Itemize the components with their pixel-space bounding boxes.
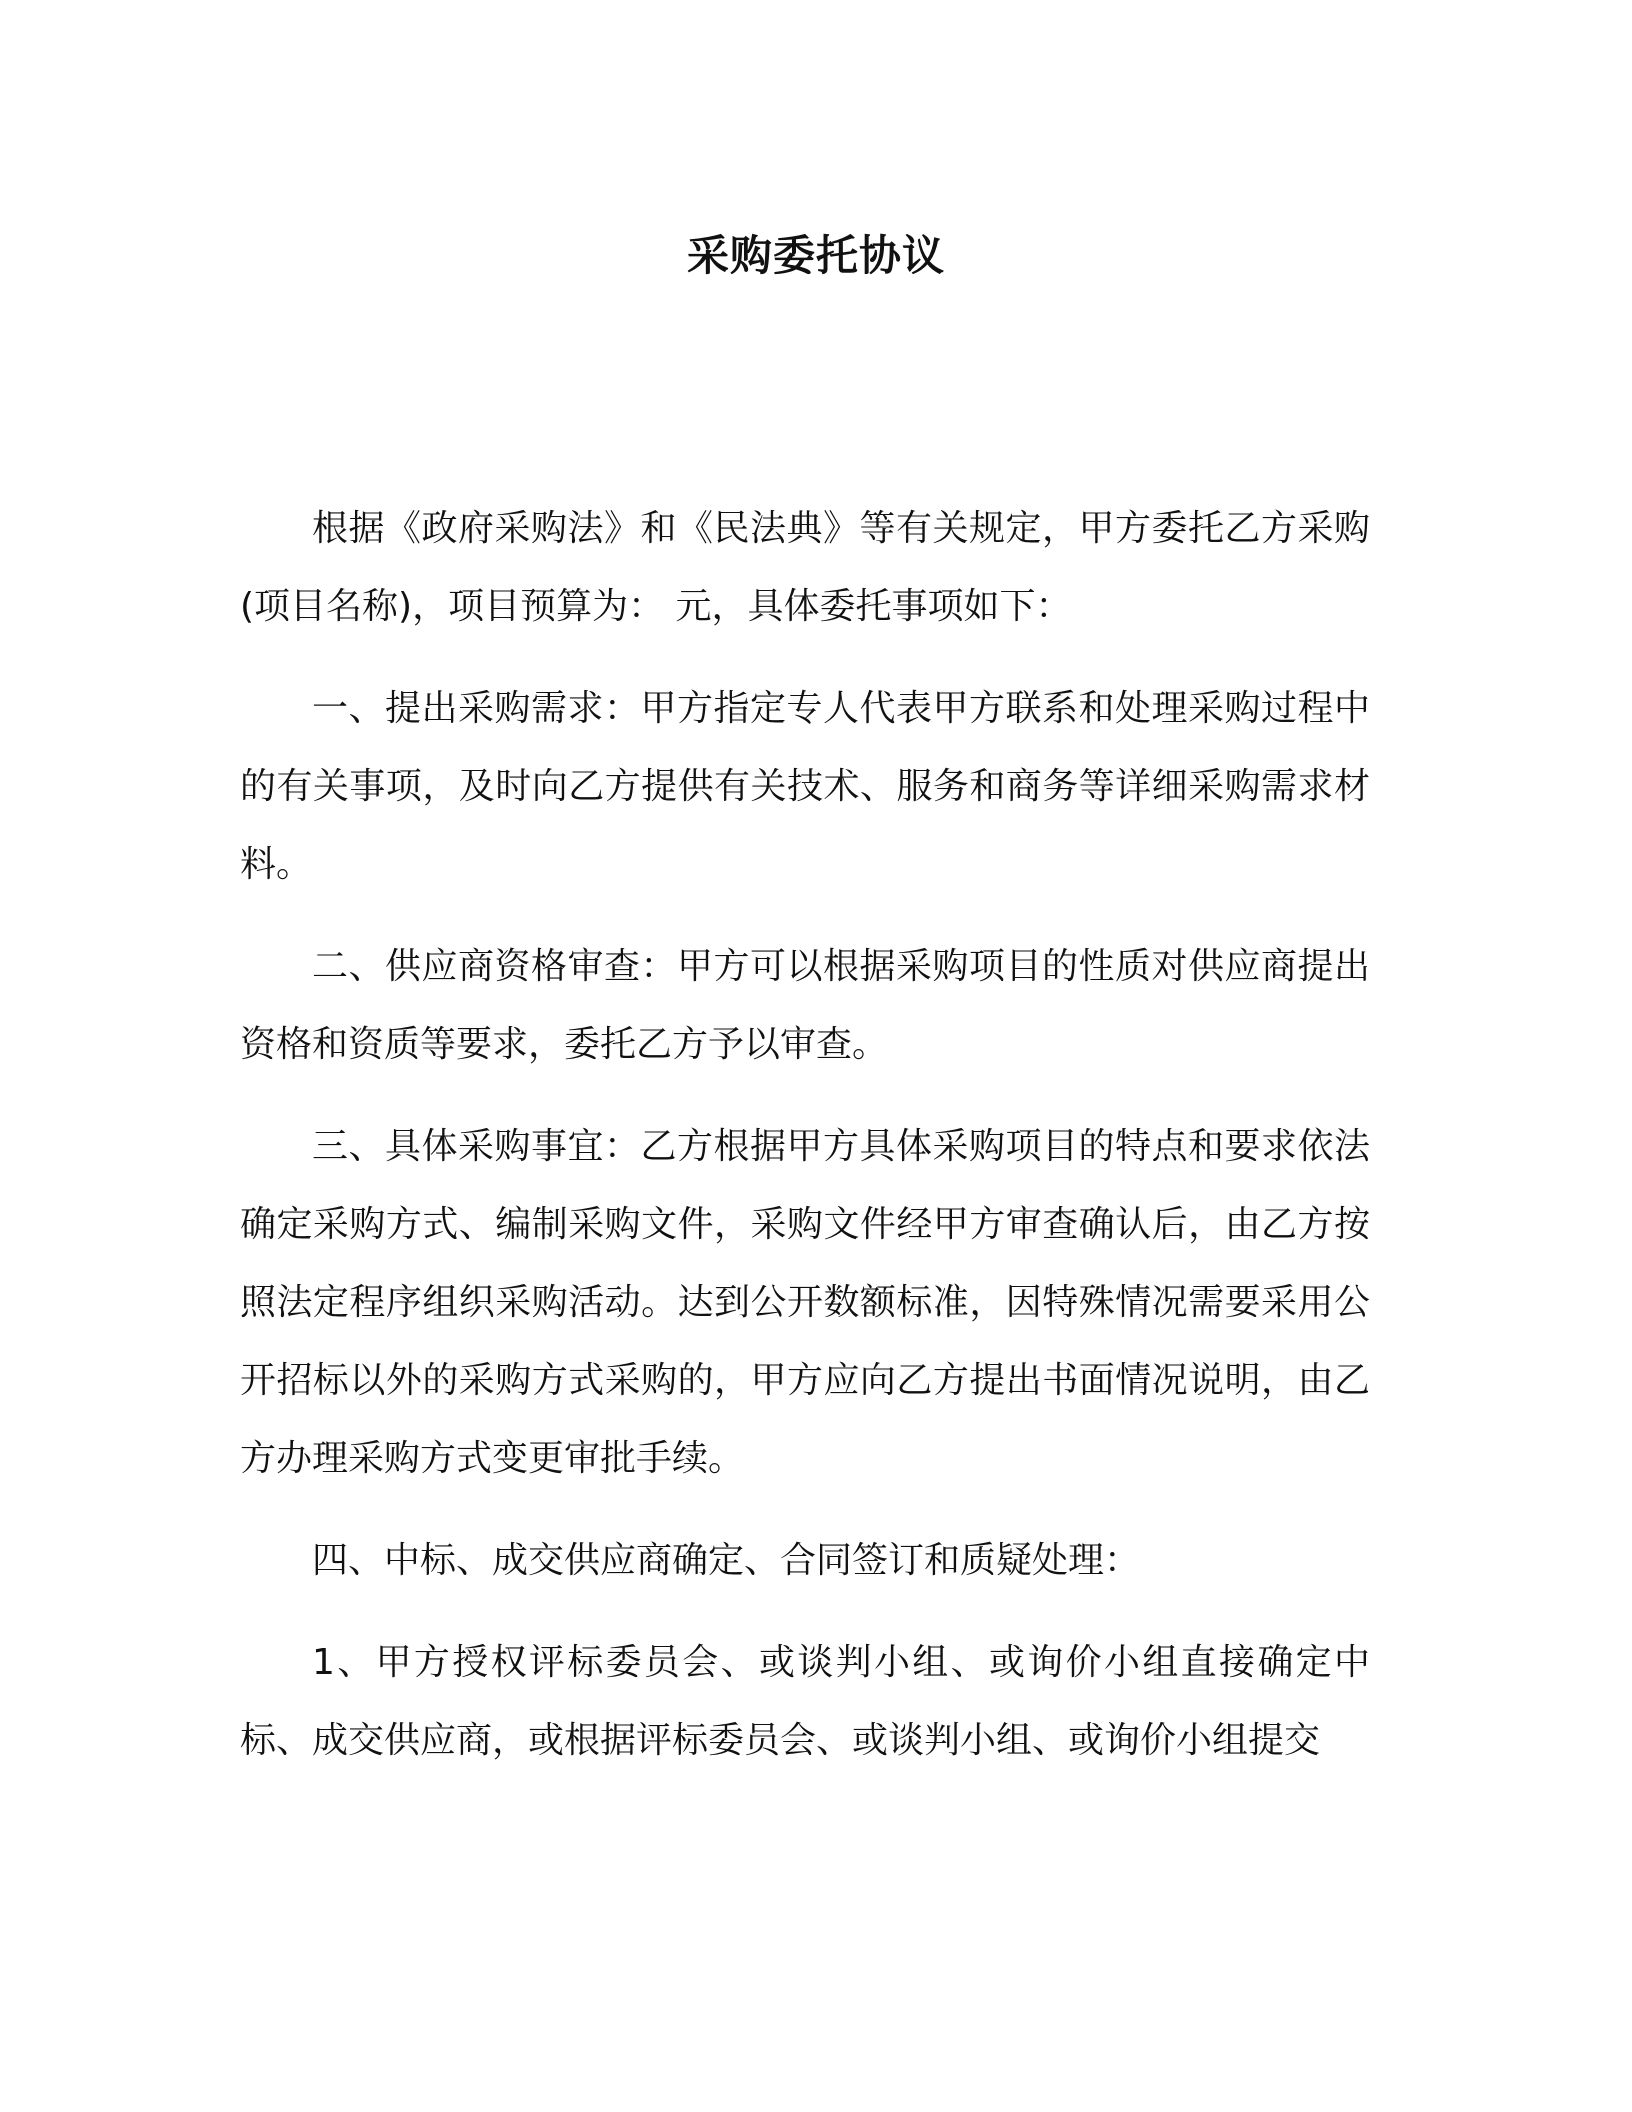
paragraph-item-4-1: 1、甲方授权评标委员会、或谈判小组、或询价小组直接确定中标、成交供应商，或根据评标委员会、或谈判小组、或询价小组提交 [240,1642,1370,1761]
document-title: 采购委托协议 [686,231,945,280]
paragraph-item-1: 一、提出采购需求：甲方指定专人代表甲方联系和处理采购过程中的有关事项，及时向乙方提供有关技术、服务和商务等详细采购需求材料。 [240,688,1370,885]
paragraph-item-4: 四、中标、成交供应商确定、合同签订和质疑处理： [312,1540,1141,1581]
paragraph-intro: 根据《政府采购法》和《民法典》等有关规定，甲方委托乙方采购 (项目名称)，项目预算为： 元，具体委托事项如下： [240,508,1370,627]
document-body [240,490,1370,1804]
paragraph-item-2: 二、供应商资格审查：甲方可以根据采购项目的性质对供应商提出资格和资质等要求，委托乙方予以审查。 [240,946,1370,1065]
paragraph-item-3: 三、具体采购事宜：乙方根据甲方具体采购项目的特点和要求依法确定采购方式、编制采购文件，采购文件经甲方审查确认后，由乙方按照法定程序组织采购活动。达到公开数额标准，因特殊情况需要采用公开招标以外的采购方式采购的，甲方应向乙方提出书面情况说明，由乙方办理采购方式变更审批手续。 [240,1126,1370,1479]
